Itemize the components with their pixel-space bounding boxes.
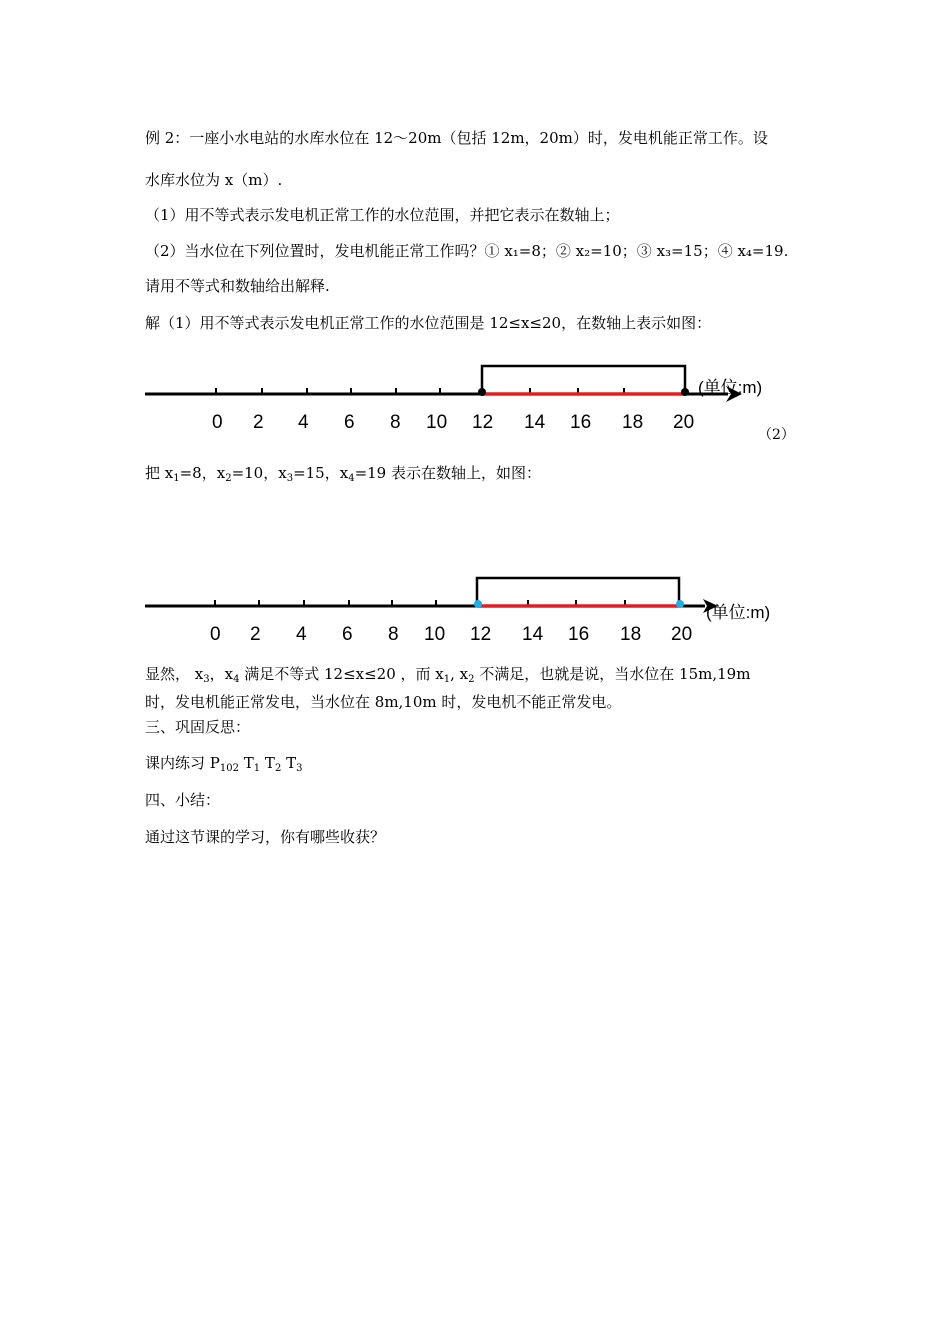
axis1-tick-label-18: 18 — [622, 412, 644, 433]
range-bracket — [482, 366, 685, 392]
axis2-unit-label: (单位:m) — [706, 603, 771, 622]
solution-line-1: 解（1）用不等式表示发电机正常工作的水位范围是 12≤x≤20，在数轴上表示如图： — [145, 314, 712, 332]
question-1: （1）用不等式表示发电机正常工作的水位范围，并把它表示在数轴上； — [145, 206, 620, 224]
conclusion-line-1: 显然， $x_3$，$x_4$ 满足不等式 12≤x≤20 ，而 $x_1$, $x_2$ 不满足，也就是说，当水位在 15m,19m — [145, 665, 751, 685]
axis2-tick-label-2: 2 — [250, 624, 261, 645]
axis2-tick-label-14: 14 — [522, 624, 544, 645]
axis1-tick-label-10: 10 — [426, 412, 448, 433]
example-line-2: 水库水位为 x（m）. — [145, 171, 283, 189]
axis1-tick-label-12: 12 — [472, 412, 494, 433]
axis1-tick-label-16: 16 — [570, 412, 592, 433]
example-line-1: 例 2：一座小水电站的水库水位在 12～20m（包括 12m，20m）时，发电机能正常工作。设 — [145, 129, 768, 147]
section-4-title: 四、小结： — [145, 791, 221, 809]
axis2-tick-label-16: 16 — [568, 624, 590, 645]
axis2-tick-label-6: 6 — [342, 624, 353, 645]
axis2-tick-label-4: 4 — [296, 624, 307, 645]
endpoint-20 — [681, 388, 689, 396]
axis2-tick-label-18: 18 — [620, 624, 642, 645]
axis1-tick-label-6: 6 — [344, 412, 355, 433]
axis1-tick-label-8: 8 — [390, 412, 401, 433]
axis2-tick-label-20: 20 — [671, 624, 693, 645]
section-3-title: 三、巩固反思： — [145, 718, 251, 736]
axis2-tick-label-10: 10 — [424, 624, 446, 645]
number-line-2 — [0, 568, 950, 628]
axis1-tick-label-2: 2 — [253, 412, 264, 433]
endpoint-12 — [474, 600, 482, 608]
endpoint-12 — [478, 388, 486, 396]
conclusion-line-2: 时，发电机能正常发电，当水位在 8m,10m 时，发电机不能正常发电。 — [145, 693, 622, 711]
section-3-exercise: 课内练习 $P_{102}$ $T_1$ $T_2$ $T_3$ — [145, 754, 303, 774]
axis1-tick-label-0: 0 — [212, 412, 223, 433]
part-2-marker: （2） — [758, 427, 795, 443]
axis1-tick-label-14: 14 — [524, 412, 546, 433]
axis1-unit-label: (单位:m) — [698, 378, 763, 397]
question-2: （2）当水位在下列位置时，发电机能正常工作吗？① x₁=8；② x₂=10；③ x₃=15；④ x₄=19. — [145, 242, 789, 260]
axis2-tick-label-0: 0 — [210, 624, 221, 645]
axis1-tick-label-4: 4 — [298, 412, 309, 433]
question-2-continued: 请用不等式和数轴给出解释. — [145, 277, 330, 295]
solution-line-2: 把 $x_1=8$，$x_2=10$，$x_3=15$，$x_4=19$ 表示在数轴上，如图： — [145, 464, 541, 484]
section-4-question: 通过这节课的学习，你有哪些收获？ — [145, 828, 386, 846]
axis1-tick-label-20: 20 — [673, 412, 695, 433]
endpoint-20 — [676, 600, 684, 608]
number-line-1 — [0, 355, 950, 415]
range-bracket — [477, 578, 679, 604]
axis2-tick-label-8: 8 — [388, 624, 399, 645]
axis2-tick-label-12: 12 — [470, 624, 492, 645]
